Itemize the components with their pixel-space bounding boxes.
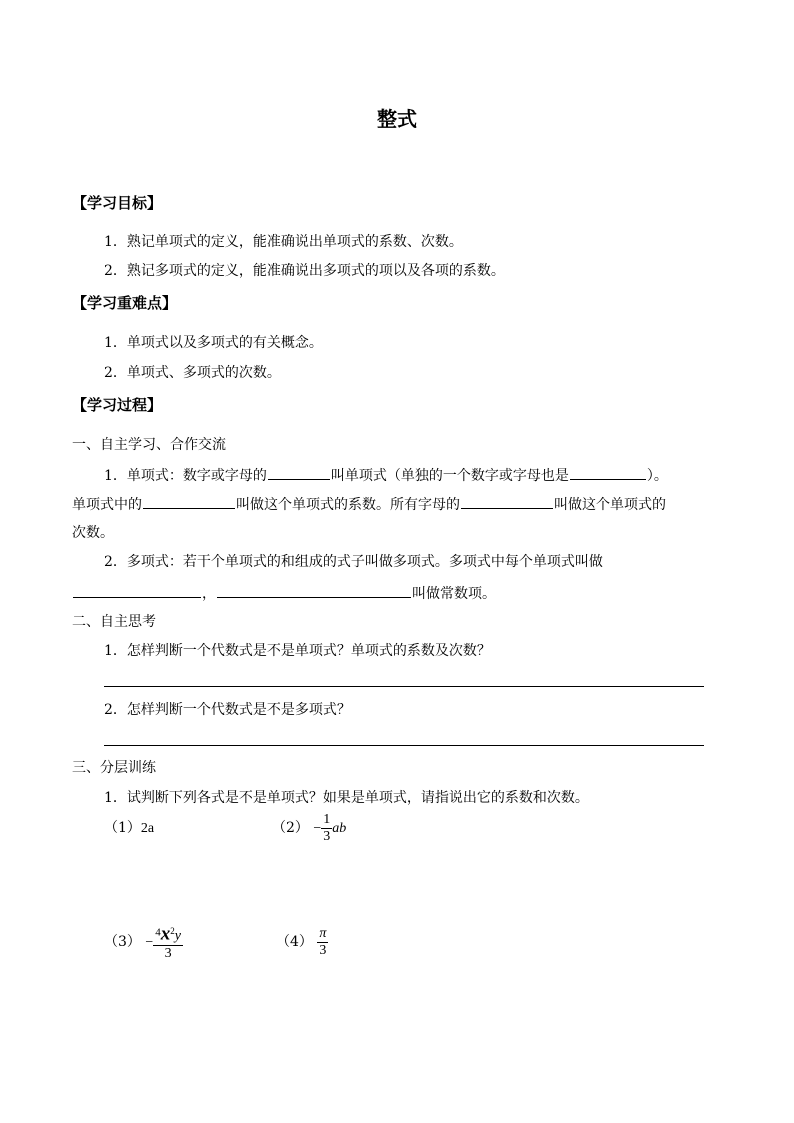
minus-sign: − xyxy=(145,935,154,950)
fill-blank-1[interactable] xyxy=(268,464,330,480)
section-heading-goals: 【学习目标】 xyxy=(72,194,163,212)
fraction xyxy=(321,812,332,845)
fraction-denominator: 3 xyxy=(323,829,331,845)
part1-q1-line1 xyxy=(104,464,668,486)
coefficient: 4 xyxy=(155,927,161,940)
part2-title: 二、自主思考 xyxy=(72,614,156,630)
exercise-label-1: （1） xyxy=(104,820,141,836)
part1-q1-text-c: ）。 xyxy=(646,468,668,484)
document-title: 整式 xyxy=(377,107,417,131)
minus-sign: − xyxy=(313,821,322,836)
fraction-numerator: π xyxy=(319,926,327,942)
variable-ab: ab xyxy=(332,821,347,836)
exercise-item-3 xyxy=(104,920,183,964)
part1-q1-line3: 次数。 xyxy=(72,525,114,541)
fraction xyxy=(153,923,183,962)
part1-q2-text-b: ， xyxy=(202,586,216,602)
goal-item-1: 1．熟记单项式的定义，能准确说出单项式的系数、次数。 xyxy=(104,234,463,250)
exercise-item-2 xyxy=(272,806,346,850)
part1-q1-text-d: 单项式中的 xyxy=(72,497,142,513)
part2-q2: 2．怎样判断一个代数式是不是多项式？ xyxy=(104,702,351,718)
fraction xyxy=(317,926,328,959)
keypoint-item-1: 1．单项式以及多项式的有关概念。 xyxy=(104,335,323,351)
part1-q2-line1: 2．多项式：若干个单项式的和组成的式子叫做多项式。多项式中每个单项式叫做 xyxy=(104,554,603,570)
part1-q2-line2 xyxy=(72,582,496,604)
part1-title: 一、自主学习、合作交流 xyxy=(72,437,226,453)
goal-item-2: 2．熟记多项式的定义，能准确说出多项式的项以及各项的系数。 xyxy=(104,263,505,279)
fill-blank-3[interactable] xyxy=(143,493,235,509)
part1-q1-text-e: 叫做这个单项式的系数。所有字母的 xyxy=(236,497,460,513)
part3-q1: 1．试判断下列各式是不是单项式？如果是单项式，请指说出它的系数和次数。 xyxy=(104,790,589,806)
fill-blank-6[interactable] xyxy=(217,582,411,598)
exercise-expr-2 xyxy=(313,812,347,845)
section-heading-keypoints: 【学习重难点】 xyxy=(72,294,178,312)
fill-blank-2[interactable] xyxy=(570,464,646,480)
exercise-label-3: （3） xyxy=(104,934,141,950)
fraction-denominator: 3 xyxy=(319,943,327,959)
part1-q2-text-c: 叫做常数项。 xyxy=(412,586,496,602)
exercise-expr-3 xyxy=(145,924,183,962)
fill-blank-4[interactable] xyxy=(461,493,553,509)
fraction-denominator: 3 xyxy=(164,946,172,962)
exercise-expr-1: 2a xyxy=(140,821,155,836)
part1-q1-text-b: 叫单项式（单独的一个数字或字母也是 xyxy=(330,468,569,484)
fraction-numerator: 1 xyxy=(323,812,331,828)
exercise-label-4: （4） xyxy=(276,934,313,950)
exercise-expr-4 xyxy=(317,926,328,959)
part2-q1: 1．怎样判断一个代数式是不是单项式？单项式的系数及次数？ xyxy=(104,643,491,659)
fraction-numerator xyxy=(153,923,183,946)
exercise-item-4 xyxy=(276,920,328,964)
answer-line-2[interactable] xyxy=(104,745,704,746)
part1-q1-text-f: 叫做这个单项式的 xyxy=(554,497,666,513)
answer-line-1[interactable] xyxy=(104,686,704,687)
fill-blank-5[interactable] xyxy=(73,582,201,598)
variable-x: x xyxy=(160,924,171,946)
part3-title: 三、分层训练 xyxy=(72,760,156,776)
exercise-item-1 xyxy=(104,818,154,839)
part1-q1-text-a: 1．单项式：数字或字母的 xyxy=(104,468,267,484)
exercise-label-2: （2） xyxy=(272,820,309,836)
exponent: 2 xyxy=(170,926,175,937)
keypoint-item-2: 2．单项式、多项式的次数。 xyxy=(104,365,281,381)
section-heading-process: 【学习过程】 xyxy=(72,396,163,414)
part1-q1-line2 xyxy=(72,493,666,515)
variable-y: y xyxy=(174,929,181,945)
